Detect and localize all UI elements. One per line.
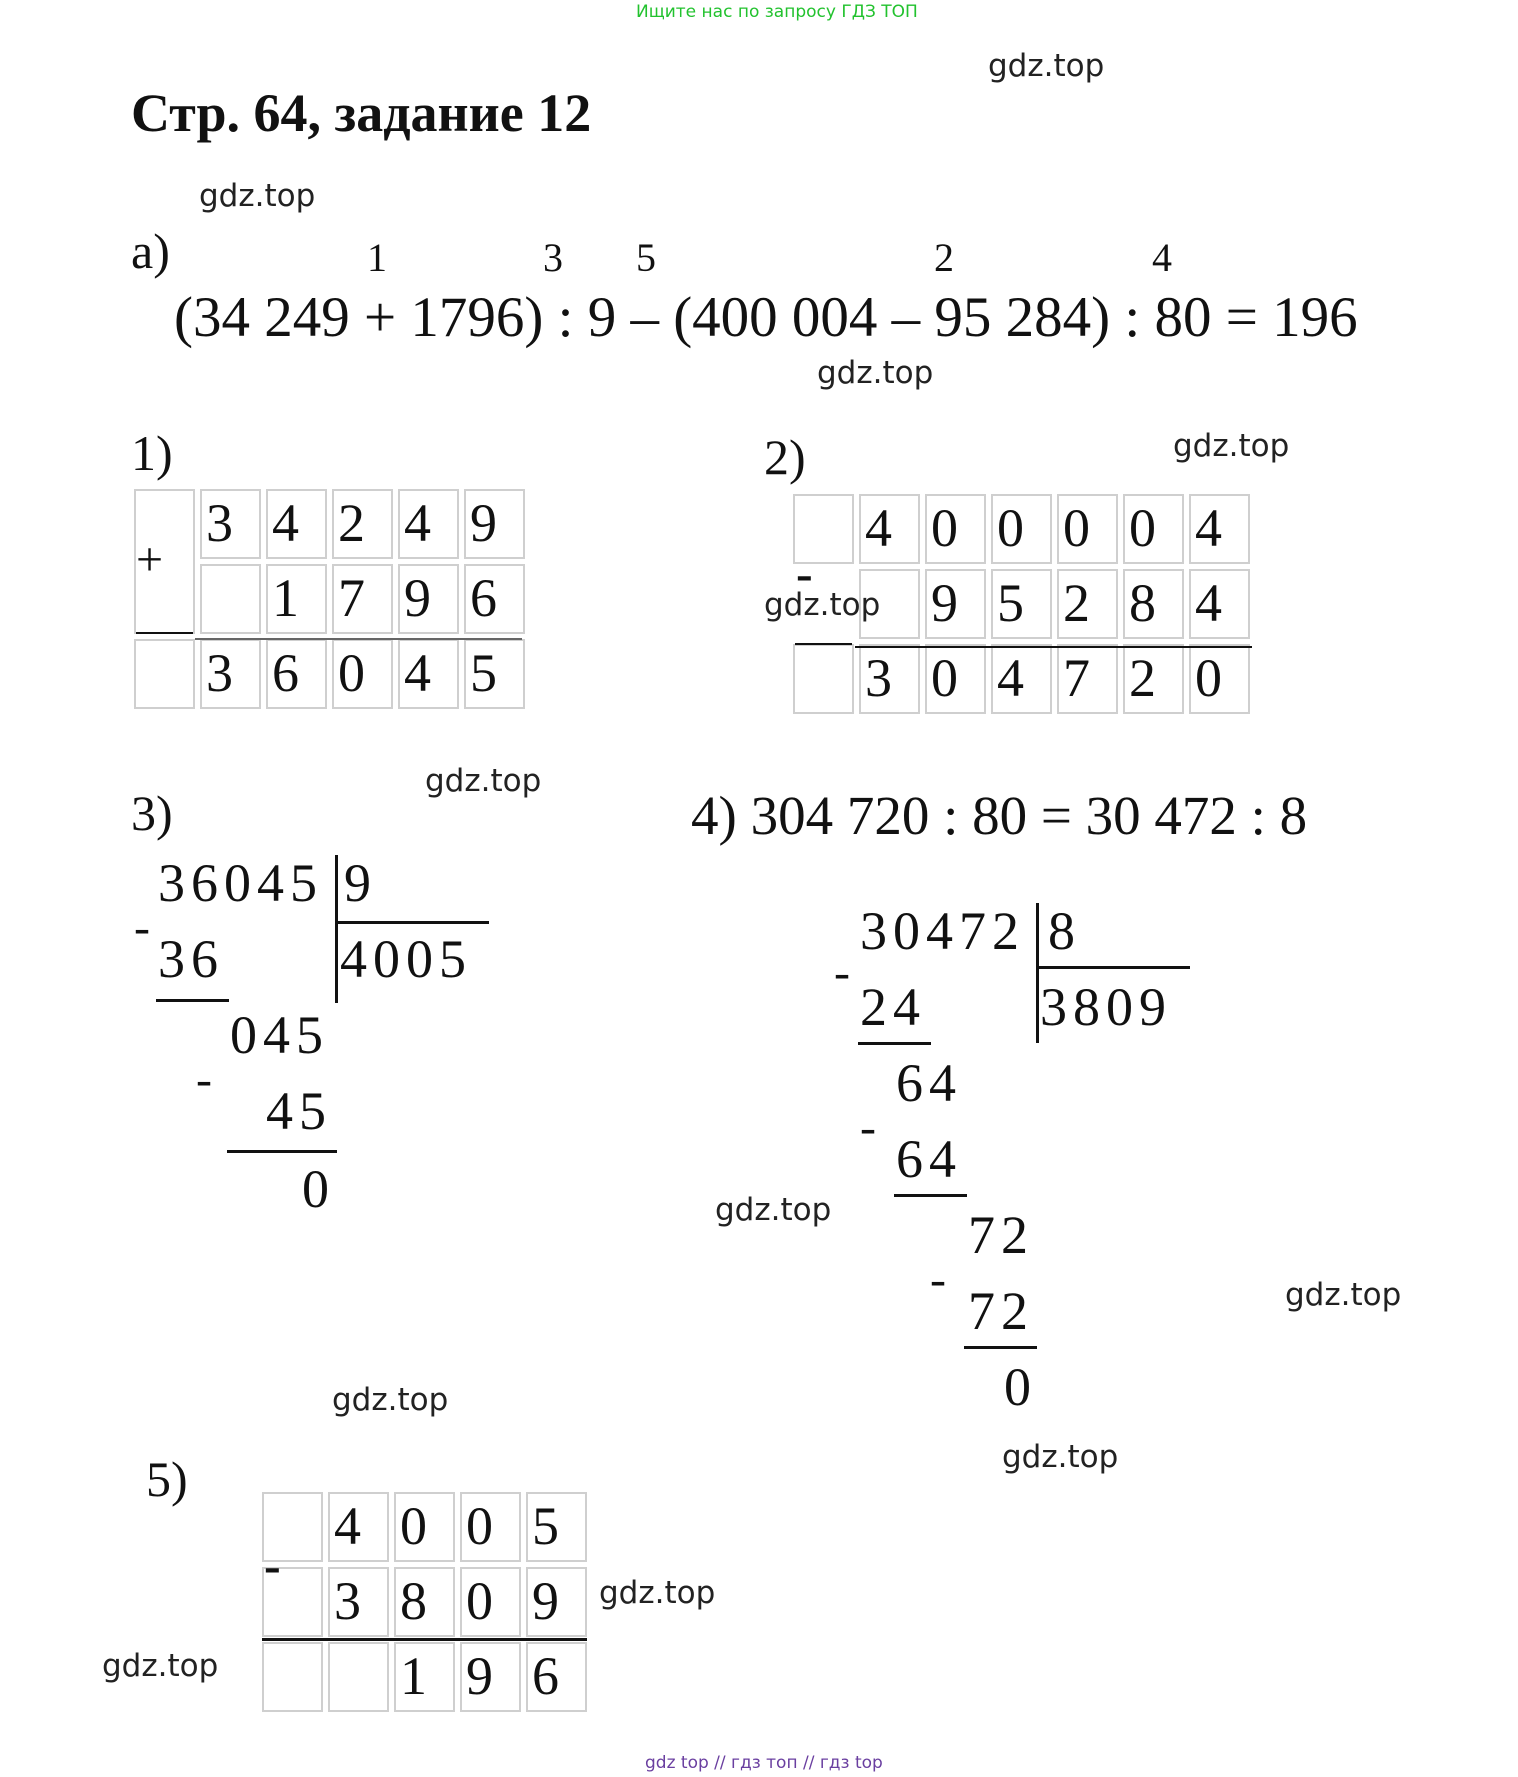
digit-cell: 6 <box>266 639 327 709</box>
watermark: gdz.top <box>332 1382 449 1418</box>
order-mark: 4 <box>1152 235 1172 280</box>
watermark: gdz.top <box>1173 428 1290 464</box>
digit-cell: 8 <box>394 1567 455 1637</box>
subtrahend: 45 <box>266 1081 332 1141</box>
underline <box>195 638 522 640</box>
subtrahend: 24 <box>860 977 926 1037</box>
plus-sign: + <box>136 533 164 586</box>
digit-cell: 6 <box>464 564 525 634</box>
step5-column-subtraction <box>262 1492 587 1712</box>
watermark: gdz.top <box>1002 1439 1119 1475</box>
watermark: gdz.top <box>425 763 542 799</box>
minus-sign: - <box>196 1053 212 1106</box>
digit-cell: 4 <box>1189 569 1250 639</box>
order-mark: 2 <box>934 235 954 280</box>
page-title: Стр. 64, задание 12 <box>131 83 592 143</box>
watermark: gdz.top <box>199 178 316 214</box>
digit-cell: 3 <box>200 639 261 709</box>
digit-cell <box>328 1642 389 1712</box>
underline <box>894 1194 967 1197</box>
digit-cell: 0 <box>460 1567 521 1637</box>
digit-cell <box>859 569 920 639</box>
digit-cell: 1 <box>394 1642 455 1712</box>
minus-sign: - <box>930 1253 946 1306</box>
watermark: gdz.top <box>102 1648 219 1684</box>
watermark: gdz.top <box>715 1192 832 1228</box>
digit-cell: 0 <box>332 639 393 709</box>
digit-cell: 6 <box>526 1642 587 1712</box>
step3-label: 3) <box>131 785 173 841</box>
step4-label: 4) 304 720 : 80 = 30 472 : 8 <box>691 785 1308 846</box>
watermark: gdz.top <box>764 587 881 623</box>
underline <box>858 1042 931 1045</box>
digit-cell: 4 <box>328 1492 389 1562</box>
digit-cell: 9 <box>398 564 459 634</box>
order-mark: 3 <box>543 235 563 280</box>
digit-cell: 9 <box>526 1567 587 1637</box>
step1-label: 1) <box>131 425 173 481</box>
digit-cell: 0 <box>1123 494 1184 564</box>
order-mark: 1 <box>367 235 387 280</box>
minus-sign: - <box>264 1537 281 1593</box>
minus-sign: - <box>860 1101 876 1154</box>
digit-cell: 0 <box>1189 644 1250 714</box>
digit-cell: 7 <box>1057 644 1118 714</box>
divisor: 9 <box>344 853 377 913</box>
digit-cell: 0 <box>394 1492 455 1562</box>
digit-cell: 4 <box>398 489 459 559</box>
underline <box>262 1638 587 1641</box>
digit-cell: 1 <box>266 564 327 634</box>
footer-text: gdz top // гдз топ // гдз top <box>645 1753 883 1773</box>
underline <box>795 643 852 645</box>
digit-cell: 0 <box>991 494 1052 564</box>
digit-cell: 2 <box>1057 569 1118 639</box>
underline <box>227 1150 337 1153</box>
divisor: 8 <box>1048 901 1081 961</box>
digit-cell: 0 <box>1057 494 1118 564</box>
final-remainder: 0 <box>1004 1357 1037 1417</box>
divisor-underline <box>1036 966 1190 969</box>
digit-cell: 0 <box>460 1492 521 1562</box>
digit-cell: 2 <box>1123 644 1184 714</box>
digit-cell: 2 <box>332 489 393 559</box>
digit-cell: 5 <box>464 639 525 709</box>
watermark: gdz.top <box>1285 1277 1402 1313</box>
underline <box>964 1346 1037 1349</box>
digit-cell: 3 <box>328 1567 389 1637</box>
digit-cell: 4 <box>859 494 920 564</box>
final-remainder: 0 <box>302 1159 335 1219</box>
digit-cell: 5 <box>991 569 1052 639</box>
division-bar <box>335 855 338 1003</box>
subtrahend: 36 <box>158 929 224 989</box>
digit-cell: 4 <box>266 489 327 559</box>
digit-cell: 4 <box>991 644 1052 714</box>
dividend: 30472 <box>860 901 1025 961</box>
dividend: 36045 <box>158 853 323 913</box>
underline <box>855 646 1252 648</box>
digit-cell: 0 <box>925 644 986 714</box>
subtrahend: 64 <box>896 1129 962 1189</box>
underline <box>136 632 193 634</box>
digit-cell: 4 <box>1189 494 1250 564</box>
digit-cell: 3 <box>859 644 920 714</box>
order-mark: 5 <box>636 235 656 280</box>
minus-sign: - <box>134 901 150 954</box>
digit-cell: 9 <box>464 489 525 559</box>
remainder: 72 <box>968 1205 1034 1265</box>
step5-label: 5) <box>146 1451 188 1507</box>
division-bar <box>1036 903 1039 1043</box>
step2-column-subtraction <box>793 494 1250 714</box>
remainder: 64 <box>896 1053 962 1113</box>
part-label: а) <box>131 223 170 279</box>
underline <box>156 999 229 1002</box>
quotient: 4005 <box>340 929 472 989</box>
blank-cell <box>134 639 195 709</box>
minus-sign: - <box>834 946 850 999</box>
digit-cell: 4 <box>398 639 459 709</box>
remainder: 045 <box>230 1005 329 1065</box>
minus-sign: - <box>796 545 813 601</box>
quotient: 3809 <box>1040 977 1172 1037</box>
watermark: gdz.top <box>599 1575 716 1611</box>
blank-cell <box>262 1642 323 1712</box>
step2-label: 2) <box>764 429 806 485</box>
digit-cell: 3 <box>200 489 261 559</box>
watermark: gdz.top <box>817 355 934 391</box>
blank-cell <box>793 644 854 714</box>
digit-cell: 9 <box>460 1642 521 1712</box>
expression: (34 249 + 1796) : 9 – (400 004 – 95 284) : 80 = 196 <box>174 286 1358 349</box>
divisor-underline <box>335 921 489 924</box>
subtrahend: 72 <box>968 1281 1034 1341</box>
digit-cell: 8 <box>1123 569 1184 639</box>
digit-cell: 5 <box>526 1492 587 1562</box>
top-banner: Ищите нас по запросу ГДЗ ТОП <box>636 2 918 22</box>
digit-cell: 9 <box>925 569 986 639</box>
watermark: gdz.top <box>988 48 1105 84</box>
digit-cell: 0 <box>925 494 986 564</box>
digit-cell <box>200 564 261 634</box>
digit-cell: 7 <box>332 564 393 634</box>
